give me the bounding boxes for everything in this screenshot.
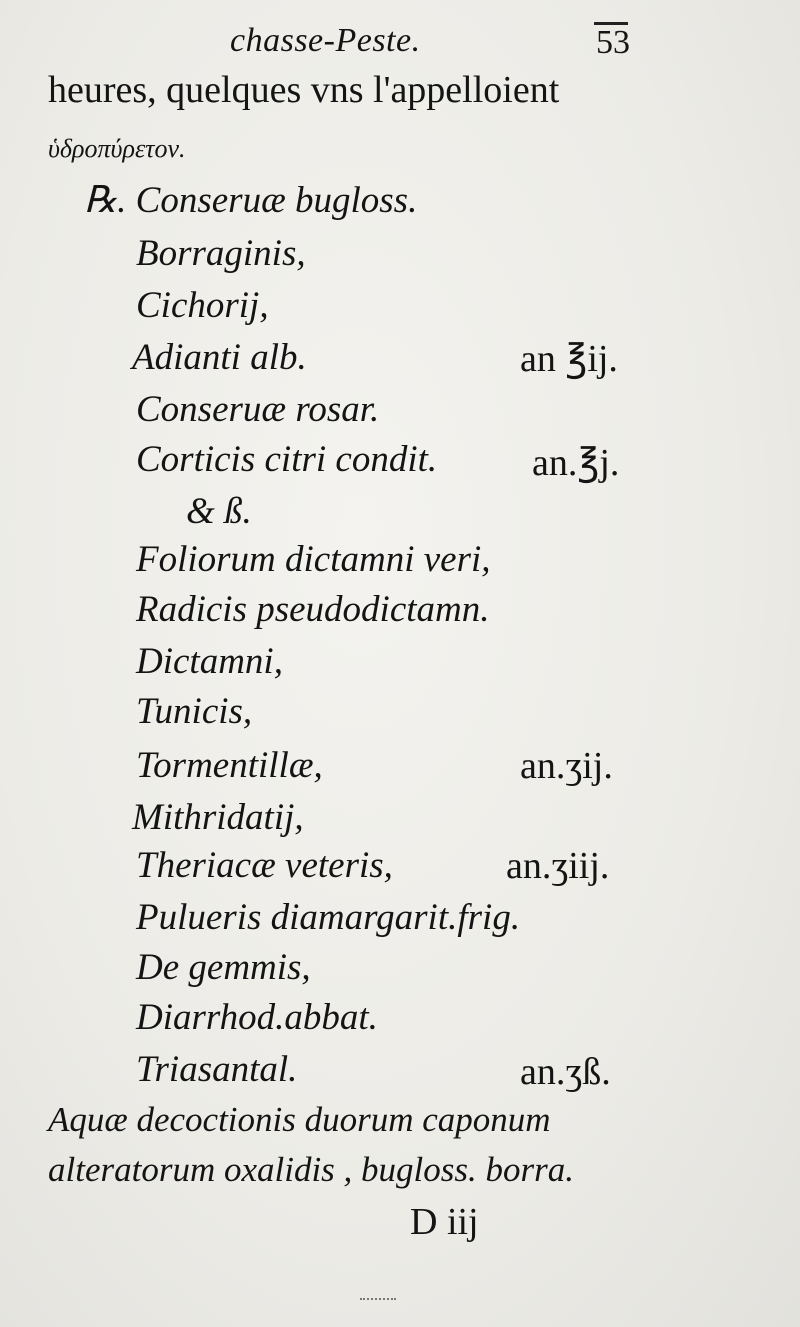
text-line-aqua-1: Aquæ decoctionis duorum caponum	[48, 1100, 551, 1139]
page-bottom-dots	[360, 1298, 396, 1302]
recipe-line: & ß.	[186, 491, 252, 532]
recipe-line: Dictamni,	[136, 641, 283, 682]
recipe-line: Cichorij,	[136, 285, 269, 326]
recipe-quantity: an ℥ij.	[520, 338, 618, 380]
text-line-aqua-2: alteratorum oxalidis , bugloss. borra.	[48, 1150, 575, 1189]
recipe-line: Adianti alb.	[132, 337, 307, 378]
text-line-1: heures, quelques vns l'appelloient	[48, 69, 560, 111]
recipe-line: De gemmis,	[136, 947, 311, 988]
signature-mark: D iij	[410, 1201, 479, 1243]
recipe-quantity: an.ʒij.	[520, 745, 613, 787]
recipe-line: Foliorum dictamni veri,	[136, 539, 491, 580]
recipe-line: Diarrhod.abbat.	[136, 997, 378, 1038]
recipe-line: Radicis pseudodictamn.	[136, 589, 490, 630]
recipe-line: Tormentillæ,	[136, 745, 323, 786]
recipe-line: Conseruæ rosar.	[136, 389, 380, 430]
recipe-quantity: an.℥j.	[532, 442, 620, 484]
recipe-line: Mithridatij,	[132, 797, 304, 838]
recipe-line: Tunicis,	[136, 691, 253, 732]
recipe-line: Pulueris diamargarit.frig.	[136, 897, 521, 938]
greek-word-line: ὑδροπύρετον.	[48, 134, 186, 163]
recipe-line: Corticis citri condit.	[136, 439, 438, 480]
running-title: chasse-Peste.	[230, 22, 421, 59]
recipe-line: Triasantal.	[136, 1049, 298, 1090]
recipe-quantity: an.ʒß.	[520, 1051, 611, 1093]
page-number: 53	[596, 24, 630, 61]
recipe-line: Borraginis,	[136, 233, 306, 274]
recipe-line: ℞. Conseruæ bugloss.	[84, 180, 418, 221]
recipe-line: Theriacæ veteris,	[136, 845, 393, 886]
recipe-quantity: an.ʒiij.	[506, 845, 610, 887]
